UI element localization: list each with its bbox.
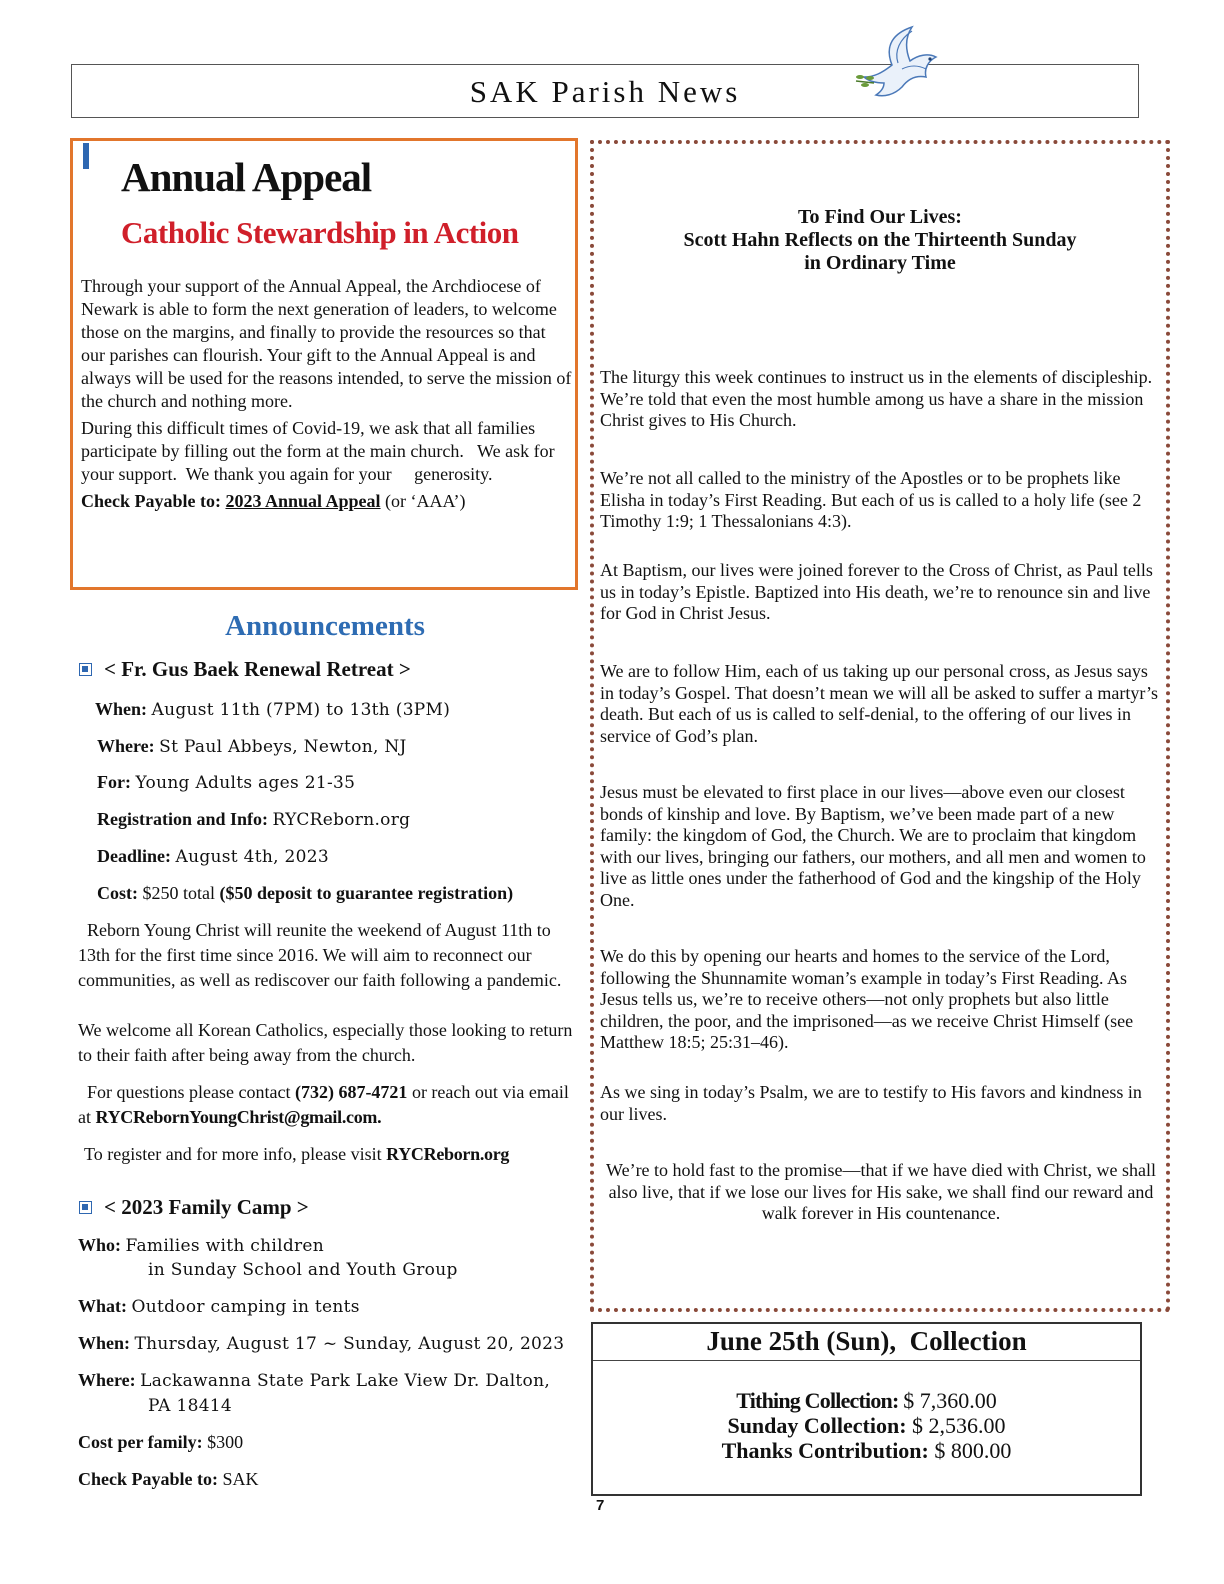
field-label: Deadline: (97, 846, 176, 866)
field-value: PA 18414 (148, 1396, 233, 1416)
collection-lines (593, 1388, 1140, 1463)
tithing-amount: $ 7,360.00 (903, 1388, 997, 1413)
field-label: When: (95, 699, 152, 719)
camp-check (78, 1469, 259, 1490)
newsletter-header (71, 64, 1139, 118)
retreat-heading (79, 657, 411, 682)
article-title-line: To Find Our Lives: (798, 206, 962, 228)
thanks-line (593, 1438, 1140, 1463)
retreat-registration (97, 809, 410, 830)
appeal-body (81, 275, 573, 517)
cost-note: ($50 deposit to guarantee registration) (219, 883, 514, 903)
camp-who-cont (148, 1259, 458, 1280)
tithing-line (593, 1388, 1140, 1413)
appeal-paragraph: During this difficult times of Covid-19, we ask that all families participate by filling out the form at the main church. We ask for your support. We thank you again for your generosity. (81, 418, 560, 484)
tithing-label: Tithing Collection: (736, 1388, 904, 1413)
contact-text: For questions please contact (87, 1082, 295, 1102)
sunday-line (593, 1413, 1140, 1438)
announcements-title: Announcements (225, 610, 425, 642)
field-label: Who: (78, 1235, 126, 1255)
check-value: 2023 Annual Appeal (225, 491, 381, 511)
article-title (594, 206, 1166, 275)
article-paragraph: Jesus must be elevated to first place in our lives—above even our closest bonds of kinship and love. By Baptism, we’ve been made part of a new family: the kingdom of God, the Church. We are to proclaim that kingdom with our lives, bringing our fathers, our mothers, and all men and women to live as little ones under the fatherhood of God and the kingship of the Holy One. (600, 782, 1146, 910)
thanks-label: Thanks Contribution: (721, 1438, 935, 1463)
field-value: $250 total (142, 883, 220, 903)
check-label: Check Payable to: (81, 491, 226, 511)
article-paragraph: We are to follow Him, each of us taking up our personal cross, as Jesus says in today’s Gospel. That doesn’t mean we will all be asked to suffer a martyr’s death. But each of us is called to self-denial, to the offering of our lives in service of God’s plan. (600, 661, 1159, 746)
retreat-when (95, 699, 450, 720)
retreat-deadline (97, 846, 329, 867)
field-value: Families with children (125, 1236, 325, 1256)
sunday-label: Sunday Collection: (727, 1413, 913, 1438)
appeal-paragraph: Through your support of the Annual Appeal, the Archdiocese of Newark is able to form the next generation of leaders, to welcome those on the margins, and finally to provide the resources so that our parishes can flourish. Your gift to the Annual Appeal is and always will be used for the reasons intended, to serve the mission of the church and nothing more. (81, 276, 572, 411)
retreat-register-line (84, 1142, 579, 1167)
field-label: Where: (78, 1370, 141, 1390)
newsletter-title: SAK Parish News (469, 74, 741, 109)
check-suffix: (or ‘AAA’) (380, 491, 466, 511)
thanks-amount: $ 800.00 (934, 1438, 1012, 1463)
article-paragraph: At Baptism, our lives were joined forever to the Cross of Christ, as Paul tells us in today’s Epistle. Baptized into His death, we’re to renounce sin and live for God in Christ Jesus. (600, 560, 1153, 623)
field-label: What: (78, 1296, 132, 1316)
collection-heading: June 25th (Sun), Collection (593, 1324, 1140, 1361)
camp-where-cont (148, 1395, 232, 1416)
retreat-description: Reborn Young Christ will reunite the weekend of August 11th to 13th for the first time since 2016. We will aim to reconnect our communities, as well as rediscover our faith following a pandemic. (78, 920, 562, 990)
article-paragraph: We’re to hold fast to the promise—that if we have died with Christ, we shall also live, that if we lose our lives for His sake, we shall find our reward and walk forever in His countenance. (606, 1160, 1156, 1223)
retreat-where (97, 736, 407, 757)
checkbox-bullet-icon (79, 1201, 92, 1214)
field-value: $300 (207, 1432, 244, 1452)
contact-text: or reach out via email at (78, 1082, 569, 1127)
article-title-line: in Ordinary Time (804, 252, 956, 274)
contact-phone: (732) 687-4721 (294, 1082, 408, 1102)
appeal-title: Annual Appeal (121, 154, 372, 200)
field-label: Cost per family: (78, 1432, 208, 1452)
article-title-line: Scott Hahn Reflects on the Thirteenth Sunday (683, 229, 1077, 251)
appeal-check-line (81, 490, 573, 513)
field-label: Where: (97, 736, 160, 756)
article-paragraph: The liturgy this week continues to instruct us in the elements of discipleship. We’re told that even the most humble among us have a share in the mission Christ gives to His Church. (600, 367, 1153, 430)
page-number: 7 (596, 1497, 605, 1514)
field-value: August 4th, 2023 (175, 847, 329, 867)
field-label: Registration and Info: (97, 809, 273, 829)
article-paragraph: As we sing in today’s Psalm, we are to testify to His favors and kindness in our lives. (600, 1082, 1142, 1124)
register-site: RYCReborn.org (386, 1144, 510, 1164)
camp-heading (79, 1195, 309, 1220)
reflection-article (590, 140, 1170, 1312)
collection-box (591, 1322, 1142, 1496)
camp-who (78, 1235, 324, 1256)
field-label: For: (97, 772, 136, 792)
retreat-contact (78, 1080, 576, 1130)
contact-email: RYCRebornYoungChrist@gmail.com. (95, 1107, 382, 1127)
camp-heading-text: < 2023 Family Camp > (104, 1195, 309, 1219)
register-text: To register and for more info, please visit (84, 1144, 387, 1164)
field-label: When: (78, 1333, 135, 1353)
field-value: RYCReborn.org (272, 810, 411, 830)
camp-cost (78, 1432, 243, 1453)
field-label: Cost: (97, 883, 143, 903)
field-value: Young Adults ages 21-35 (135, 773, 356, 793)
appeal-subtitle: Catholic Stewardship in Action (121, 215, 519, 250)
retreat-for (97, 772, 355, 793)
field-value: Thursday, August 17 ~ Sunday, August 20, 2023 (134, 1334, 565, 1354)
article-paragraph: We do this by opening our hearts and homes to the service of the Lord, following the Shunnamite woman’s example in today’s First Reading. As Jesus tells us, we’re to receive others—not only prophets but also little children, the poor, and the imprisoned—as we receive Christ Himself (see Matthew 18:5; 25:31–46). (600, 946, 1134, 1052)
annual-appeal-box (70, 138, 578, 590)
accent-bar (83, 143, 89, 169)
field-value: Lackawanna State Park Lake View Dr. Dalton, (140, 1371, 551, 1391)
field-value: SAK (222, 1469, 259, 1489)
camp-what (78, 1296, 360, 1317)
camp-where (78, 1370, 550, 1391)
checkbox-bullet-icon (79, 663, 92, 676)
field-label: Check Payable to: (78, 1469, 223, 1489)
field-value: August 11th (7PM) to 13th (3PM) (151, 700, 451, 720)
sunday-amount: $ 2,536.00 (912, 1413, 1006, 1438)
dove-icon (854, 25, 946, 123)
field-value: in Sunday School and Youth Group (148, 1260, 458, 1280)
camp-when (78, 1333, 564, 1354)
retreat-welcome: We welcome all Korean Catholics, especially those looking to return to their faith after being away from the church. (78, 1020, 573, 1065)
field-value: Outdoor camping in tents (131, 1297, 360, 1317)
retreat-heading-text: < Fr. Gus Baek Renewal Retreat > (104, 657, 411, 681)
article-paragraph: We’re not all called to the ministry of the Apostles or to be prophets like Elisha in today’s First Reading. But each of us is called to a holy life (see 2 Timothy 1:9; 1 Thessalonians 4:3). (600, 468, 1142, 531)
field-value: St Paul Abbeys, Newton, NJ (159, 737, 407, 757)
retreat-cost (97, 883, 513, 904)
